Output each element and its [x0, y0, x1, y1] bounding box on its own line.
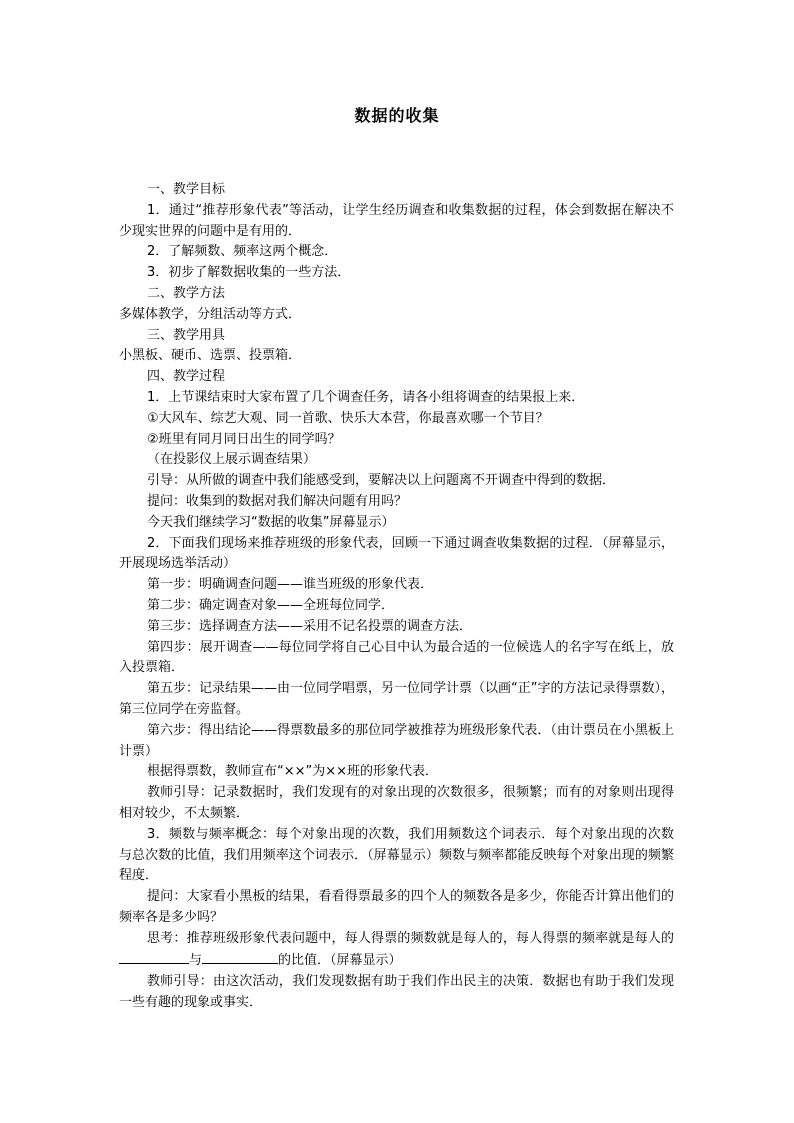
blank-line-1 [119, 949, 189, 964]
objective-3: 3．初步了解数据收集的一些方法． [147, 265, 351, 281]
objective-2: 2．了解频数、频率这两个概念． [147, 244, 338, 260]
announcement-text: 根据得票数，教师宣布“××”为××班的形象代表． [147, 764, 439, 780]
blank-line-2 [202, 949, 278, 964]
thinking-fill-blank [119, 929, 674, 973]
step-six: 第六步：得出结论——得票数最多的那位同学被推荐为班级形象代表．（由计票员在小黑板上计票） [119, 722, 674, 759]
teacher-guide-1: 教师引导：记录数据时，我们发现有的对象出现的次数很多，很频繁；而有的对象则出现得相对较少，不太频繁． [119, 785, 674, 821]
section-heading-tools: 三、教学用具 [147, 327, 226, 343]
section-heading-objectives: 一、教学目标 [147, 182, 226, 197]
projector-note: （在投影仪上展示调查结果） [147, 452, 317, 468]
step-five: 第五步：记录结果——由一位同学唱票，另一位同学计票（以画“正”字的方法记录得票数），第三位同学在旁监督。 [119, 681, 674, 717]
tools-text: 小黑板、硬币、选票、投票箱． [119, 348, 302, 364]
frequency-question: 提问：大家看小黑板的结果，看看得票最多的四个人的频数各是多少，你能否计算出他们的频率各是多少吗？ [119, 889, 674, 925]
guide-text: 引导：从所做的调查中我们能感受到，要解决以上问题离不开调查中得到的数据． [147, 473, 616, 489]
survey-question-1: ①大风车、综艺大观、同一首歌、快乐大本营，你最喜欢哪一个节目？ [147, 410, 549, 426]
process-step-1: 1．上节课结束时大家布置了几个调查任务，请各小组将调查的结果报上来． [147, 389, 585, 405]
question-text: 提问：收集到的数据对我们解决问题有用吗？ [147, 493, 408, 509]
step-one: 第一步：明确调查问题——谁当班级的形象代表． [147, 577, 434, 593]
section-heading-process: 四、教学过程 [147, 369, 226, 385]
step-two: 第二步：确定调查对象——全班每位同学． [147, 597, 395, 613]
document-title: 数据的收集 [354, 106, 440, 125]
fill-part-1: 思考：推荐班级形象代表问题中，每人得票的频数就是每人的，每人得票的频率就是每人的 [147, 930, 674, 946]
fill-part-3: 的比值．（屏幕显示） [278, 953, 402, 969]
continue-text: 今天我们继续学习“数据的收集”屏幕显示） [147, 514, 395, 530]
teacher-guide-2: 教师引导：由这次活动，我们发现数据有助于我们作出民主的决策．数据也有助于我们发现一些有趣的现象或事实． [119, 974, 674, 1011]
document-body [119, 180, 674, 1014]
process-step-2: 2．下面我们现场来推荐班级的形象代表，回顾一下通过调查收集数据的过程．（屏幕显示，开展现场选举活动） [119, 535, 674, 572]
section-heading-methods: 二、教学方法 [147, 285, 226, 301]
frequency-concept: 3．频数与频率概念：每个对象出现的次数，我们用频数这个词表示．每个对象出现的次数与总次数的比值，我们用频率这个词表示．（屏幕显示）频数与频率都能反映每个对象出现的频繁程度． [119, 826, 674, 884]
step-three: 第三步：选择调查方法——采用不记名投票的调查方法． [147, 618, 473, 634]
step-four: 第四步：展开调查——每位同学将自己心目中认为最合适的一位候选人的名字写在纸上，放入投票箱． [119, 639, 674, 676]
survey-question-2: ②班里有同月同日出生的同学吗？ [147, 431, 341, 447]
methods-text: 多媒体教学，分组活动等方式． [119, 306, 302, 322]
objective-1: 1．通过“推荐形象代表”等活动，让学生经历调查和收集数据的过程，体会到数据在解决不少现实世界的问题中是有用的． [119, 202, 674, 239]
fill-part-2: 与 [189, 953, 203, 969]
